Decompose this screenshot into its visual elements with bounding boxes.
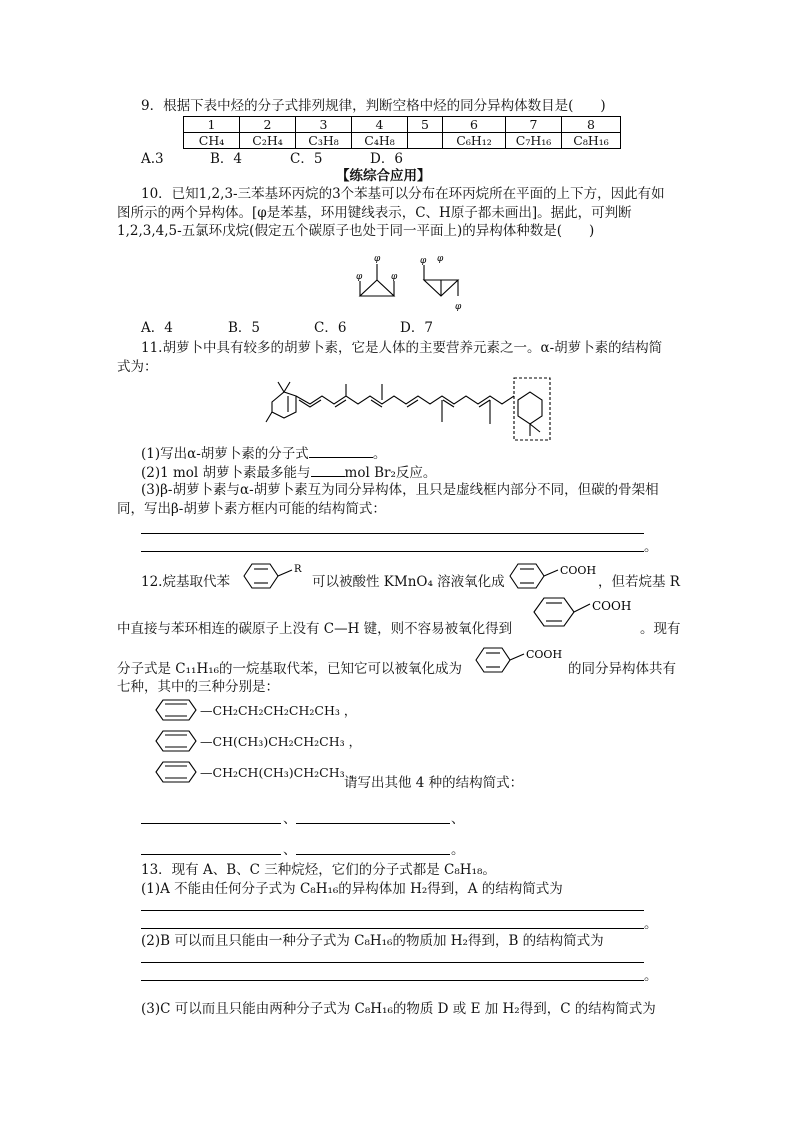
q13-stem: 13．现有 A、B、C 三种烷烃，它们的分子式都是 C₈H₁₈。 [141,862,496,878]
answer-line[interactable] [141,980,644,981]
table-row [184,117,621,133]
answer-line[interactable] [141,910,644,911]
q9-option-b: B．4 [210,151,243,167]
q13-part2: (2)B 可以而且只能由一种分子式为 C₈H₁₆的物质加 H₂得到，B 的结构简式为 [141,933,604,949]
q10-line1: 10．已知1,2,3-三苯基环丙烷的3个苯基可以分布在环丙烷所在平面的上下方，因此有如 [141,186,665,202]
q11-part2-blank[interactable] [311,463,345,477]
table-cell: 2 [240,117,296,133]
alkylbenzene-structure [238,560,308,592]
cooh-label: COOH [526,648,563,661]
benzene-ring-icon [152,729,200,753]
q12-text-b: 可以被酸性 KMnO₄ 溶液氧化成 [312,574,505,590]
q11-end: 。 [644,539,658,555]
q9-option-d: D．6 [370,151,403,167]
table-cell: C₂H₄ [240,133,296,149]
q11-part1-text: (1)写出α-胡萝卜素的分子式 [141,446,309,462]
answer-line[interactable] [141,928,644,929]
benzene-ring-icon [152,698,200,722]
q12-text-a: 12.烷基取代苯 [141,574,230,590]
q12-text-h: 七种，其中的三种分别是： [117,679,279,695]
q10-line3: 1,2,3,4,5-五氯环戊烷(假定五个碳原子也处于同一平面上)的异构体种数是( ) [117,223,595,239]
isomer-2: —CH(CH₃)CH₂CH₂CH₃ ， [200,734,362,749]
benzoic-acid-structure [470,644,568,676]
answer-line[interactable] [141,533,644,534]
phenyl-label: φ [356,272,363,282]
table-cell: C₇H₁₆ [506,133,562,149]
answer-line[interactable] [141,551,644,552]
q11-part2-end: mol Br₂反应。 [344,465,437,481]
phenyl-label: φ [420,256,427,266]
q9-stem: 9．根据下表中烃的分子式排列规律，判断空格中烃的同分异构体数目是( ) [141,98,606,114]
q9-option-a: A.3 [141,151,164,167]
q12-ask: 请写出其他 4 种的结构简式： [344,775,524,791]
q12-text-f: 分子式是 C₁₁H₁₆的一烷基取代苯，已知它可以被氧化成为 [117,661,463,677]
answer-line[interactable] [141,854,281,855]
q13-part2-end: 。 [644,968,658,984]
q12-end: 。 [451,842,465,858]
answer-line[interactable] [141,823,281,824]
table-cell-empty [408,133,443,149]
separator: 、 [451,811,465,827]
q10-option-b: B．5 [228,320,261,336]
q11-part1 [141,444,386,463]
table-cell: 7 [506,117,562,133]
answer-line[interactable] [296,823,450,824]
cooh-label: COOH [560,564,597,577]
cyclopropane-isomers-figure [350,248,470,318]
table-cell: 3 [296,117,352,133]
isomer-3: —CH₂CH(CH₃)CH₂CH₃ ， [200,765,362,780]
q13-part1-end: 。 [644,916,658,932]
r-group-label: R [294,564,302,575]
q11-part3-line1: (3)β-胡萝卜素与α-胡萝卜素互为同分异构体，且只是虚线框内部分不同，但碳的骨架相 [141,482,659,498]
table-row [184,133,621,149]
separator: 、 [283,842,297,858]
isomer-1: —CH₂CH₂CH₂CH₂CH₃ ， [200,703,357,718]
table-cell: CH₄ [184,133,240,149]
table-cell: 5 [408,117,443,133]
table-cell: 4 [352,117,408,133]
q11-line2: 式为： [117,359,158,375]
phenyl-label: φ [455,302,462,312]
q10-option-c: C．6 [314,320,347,336]
q10-option-d: D．7 [400,320,433,336]
separator: 、 [283,811,297,827]
q10-option-a: A．4 [141,320,173,336]
benzoic-acid-structure [504,560,598,592]
q11-part3-line2: 同，写出β-胡萝卜素方框内可能的结构简式： [117,501,386,517]
q13-part3: (3)C 可以而且只能由两种分子式为 C₈H₁₆的物质 D 或 E 加 H₂得到，C 的结构简式为 [141,1001,656,1017]
benzoic-acid-structure [528,592,638,630]
q12-text-e: 。现有 [640,621,681,637]
q11-part1-end: 。 [372,446,387,462]
q11-part2-text: (2)1 mol 胡萝卜素最多能与 [141,465,311,481]
answer-line[interactable] [296,854,450,855]
table-cell: 8 [562,117,621,133]
hydrocarbon-table [183,116,621,149]
answer-line[interactable] [141,962,644,963]
q11-part2 [141,463,436,482]
table-cell: C₃H₈ [296,133,352,149]
table-cell: C₄H₈ [352,133,408,149]
q11-part1-blank[interactable] [309,444,373,458]
benzene-ring-icon [152,760,200,784]
table-cell: C₈H₁₆ [562,133,621,149]
section-title: 【练综合应用】 [336,168,431,184]
q11-line1: 11.胡萝卜中具有较多的胡萝卜素，它是人体的主要营养元素之一。α-胡萝卜素的结构简 [141,340,663,356]
table-cell: C₆H₁₂ [443,133,506,149]
phenyl-label: φ [391,272,398,282]
q13-part1: (1)A 不能由任何分子式为 C₈H₁₆的异构体加 H₂得到，A 的结构简式为 [141,881,563,897]
cooh-label: COOH [592,599,632,613]
q10-line2: 图所示的两个异构体。[φ是苯基，环用键线表示，C、H原子都未画出]。据此，可判断 [117,205,632,221]
table-cell: 1 [184,117,240,133]
q12-text-g: 的同分异构体共有 [568,661,676,677]
phenyl-label: φ [374,254,381,264]
q12-text-d: 中直接与苯环相连的碳原子上没有 C—H 键，则不容易被氧化得到 [117,621,513,637]
q9-option-c: C．5 [290,151,323,167]
phenyl-label: φ [437,254,444,264]
alpha-carotene-structure [262,374,562,444]
q12-text-c: ，但若烷基 R [598,574,680,590]
table-cell: 6 [443,117,506,133]
